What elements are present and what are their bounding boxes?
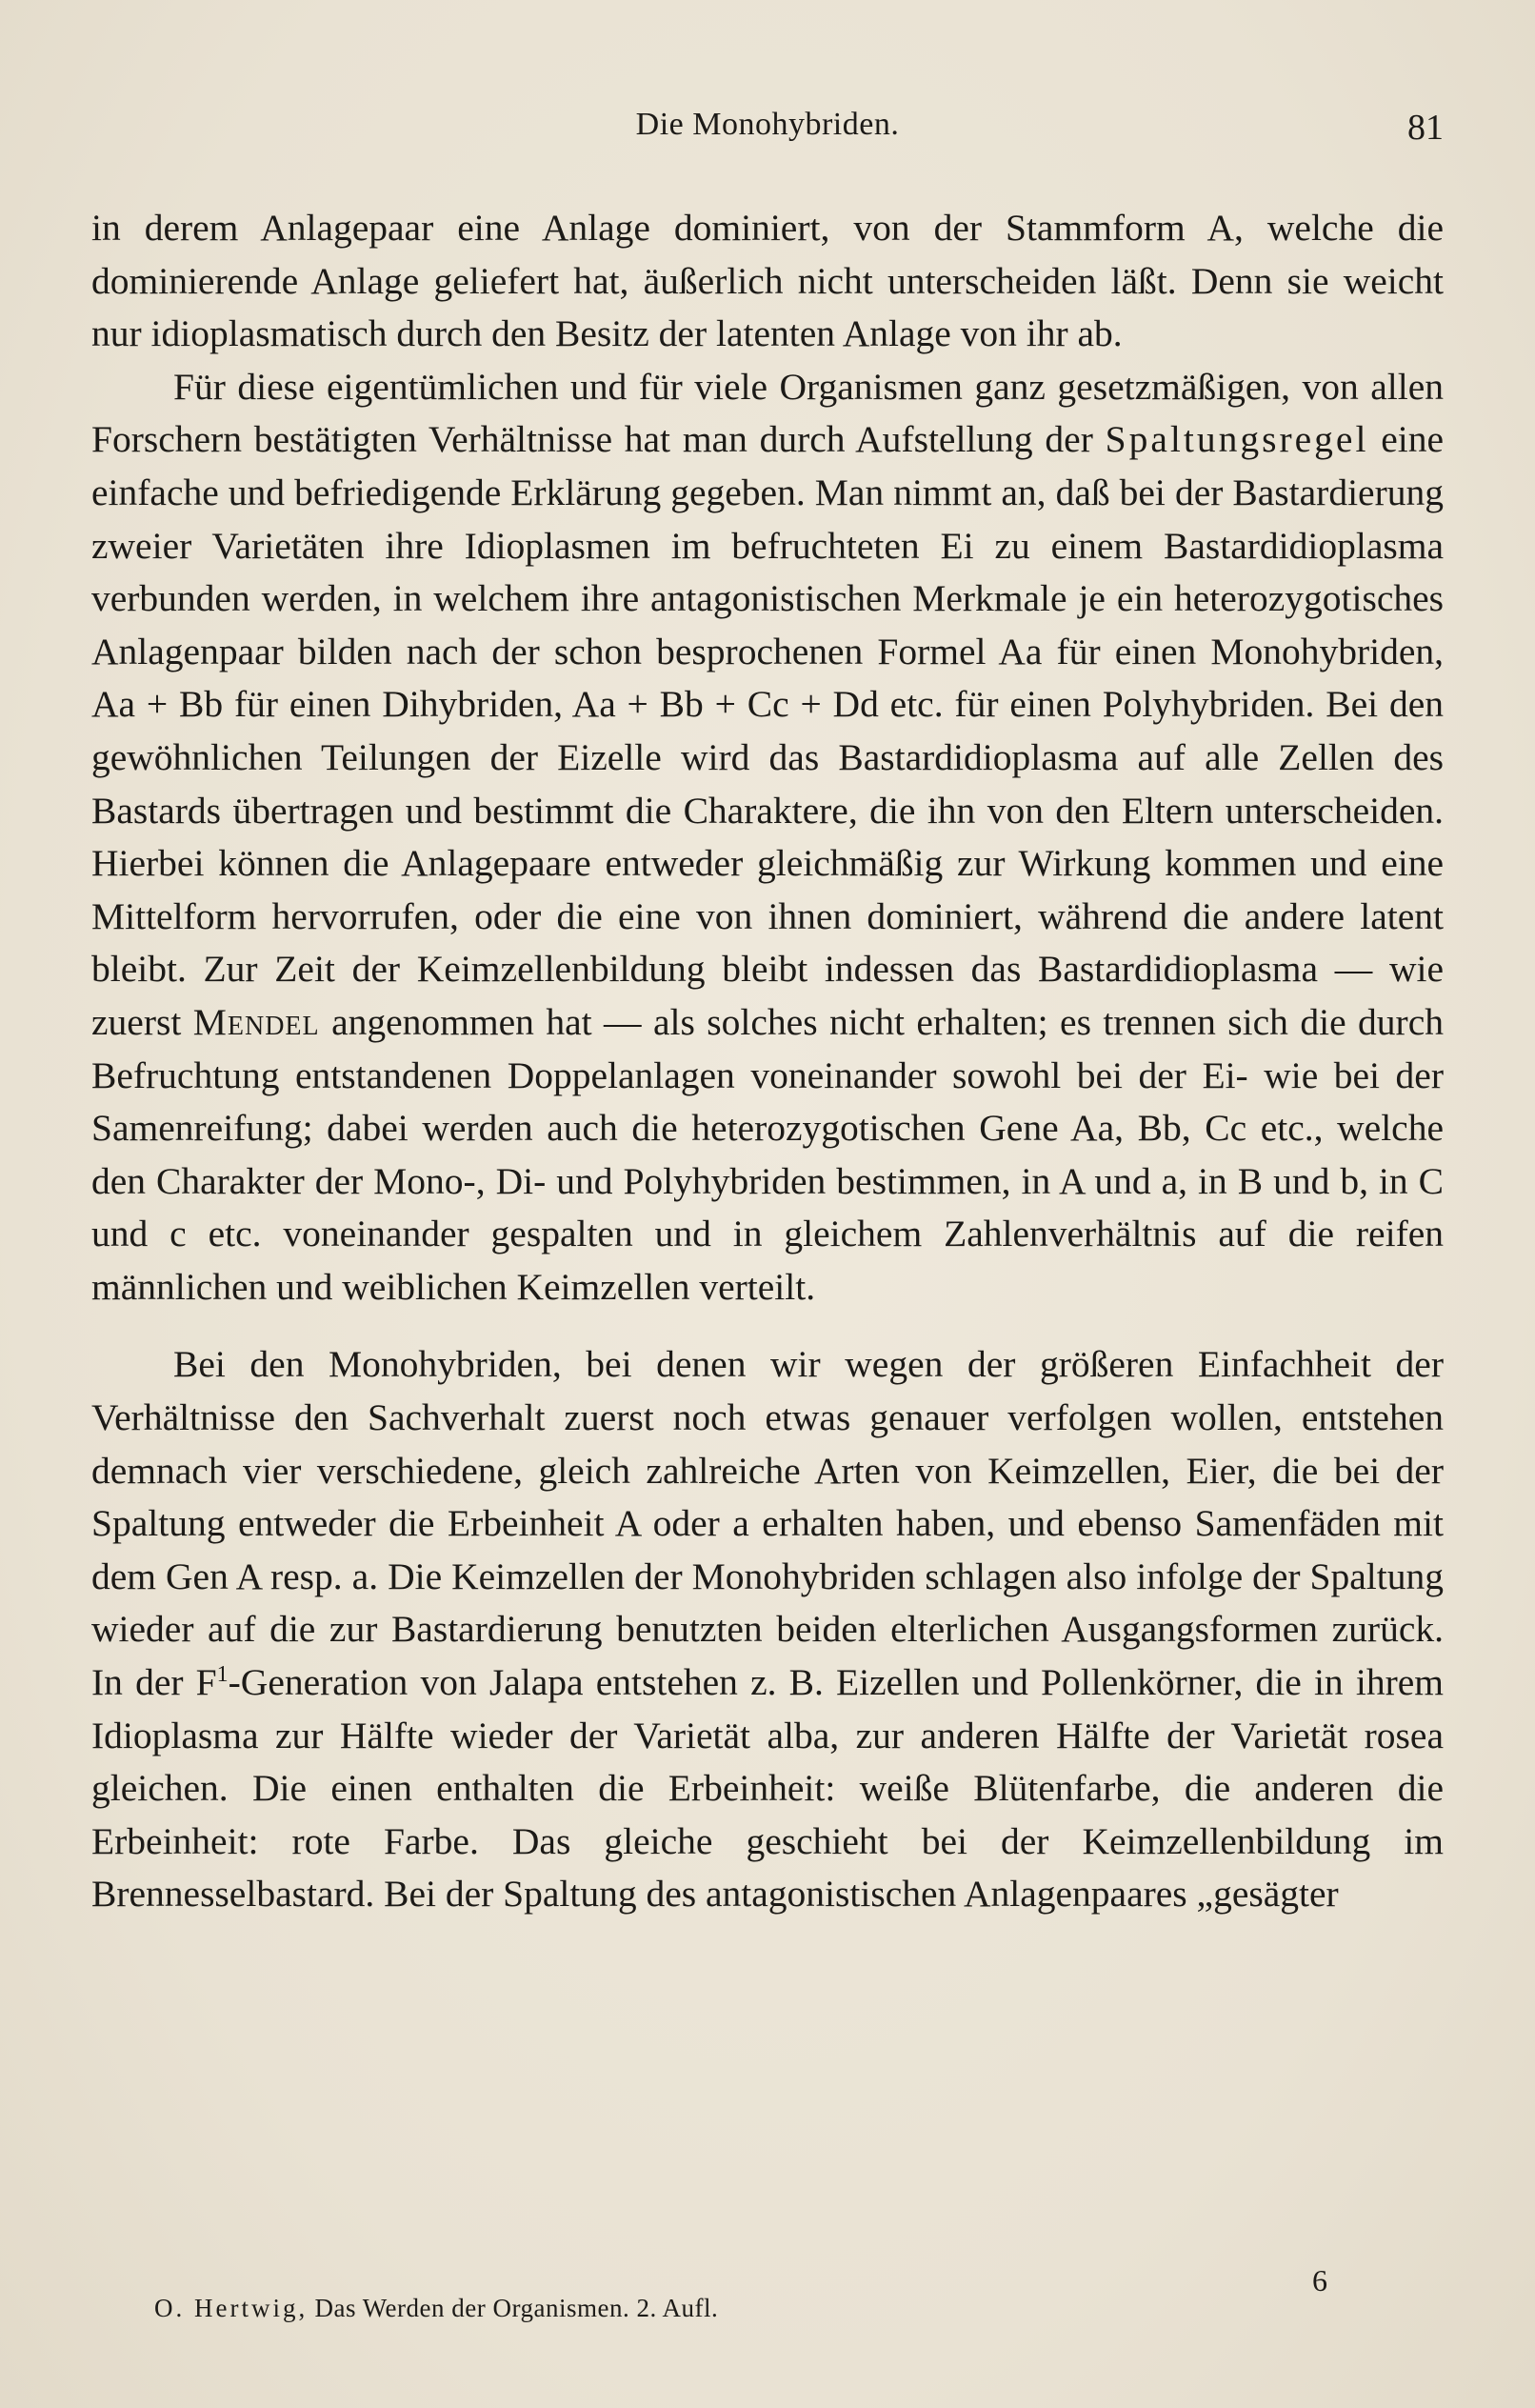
paragraph-2-text-mid: eine einfache und befriedigende Erklärung gegeben. Man nimmt an, daß bei der Bastardierung zweier Varietäten ihre Idioplasmen im befruchteten Ei zu einem Bastardidioplasma verbunden werden, in welchem ihre antagonistischen Merkmale je ein heterozygotisches Anlagenpaar bilden nach der schon besprochenen Formel Aa für einen Monohybriden, Aa + Bb für einen Dihybriden, Aa + Bb + Cc + Dd etc. für einen Polyhybriden. Bei den gewöhnlichen Teilungen der Eizelle wird das Bastardidioplasma auf alle Zellen des Bastards übertragen und bestimmt die Charaktere, die ihn von den Eltern unterscheiden. Hierbei können die Anlagepaare entweder gleichmäßig zur Wirkung kommen und eine Mittelform hervorrufen, oder die eine von ihnen dominiert, während die andere latent bleibt. Zur Zeit der Keimzellenbildung bleibt indessen das Bastardidioplasma — wie zuerst — [91, 418, 1444, 1043]
paragraph-1 — [91, 202, 1444, 361]
paragraph-2-text-before: Für diese eigentümlichen und für viele Organismen ganz gesetzmäßigen, von allen Forschern bestätigten Verhältnisse hat man durch Aufstellung der — [91, 365, 1444, 461]
page-number: 81 — [1407, 108, 1444, 148]
paragraph-3 — [91, 1338, 1444, 1921]
signature-mark: 6 — [1312, 2263, 1327, 2298]
footer-line — [154, 2294, 718, 2323]
paragraph-1-text: in derem Anlagepaar eine Anlage dominiert, von der Stammform A, welche die dominierende Anlage geliefert hat, äußerlich nicht unterscheiden läßt. Denn sie weicht nur idioplasmatisch durch den Besitz der latenten Anlage von ihr ab. — [91, 207, 1444, 355]
body-text — [91, 202, 1444, 1921]
paragraph-2 — [91, 361, 1444, 1314]
running-head — [91, 107, 1444, 154]
footer-work: Das Werden der Organismen. 2. Aufl. — [314, 2294, 719, 2322]
running-title: Die Monohybriden. — [635, 107, 900, 142]
generation-superscript: 1 — [216, 1661, 229, 1687]
author-name-mendel: Mendel — [192, 1000, 320, 1043]
paragraph-2-text-after: angenommen hat — als solches nicht erhalten; es trennen sich die durch Befruchtung entstandenen Doppelanlagen voneinander sowohl bei der Ei- wie bei der Samenreifung; dabei werden auch die heterozygotischen Gene Aa, Bb, Cc etc., welche den Charakter der Mono-, Di- und Polyhybriden bestimmen, in A und a, in B und b, in C und c etc. voneinander gespalten und in gleichem Zahlenverhältnis auf die reifen männlichen und weiblichen Keimzellen verteilt. — [91, 1000, 1444, 1308]
footer-author: O. Hertwig, — [154, 2294, 309, 2322]
paragraph-3-text-before: Bei den Monohybriden, bei denen wir wegen der größeren Einfachheit der Verhältnisse den Sachverhalt zuerst noch etwas genauer verfolgen wollen, entstehen demnach vier verschiedene, gleich zahlreiche Arten von Keimzellen, Eier, die bei der Spaltung entweder die Erbeinheit A oder a erhalten haben, und ebenso Samenfäden mit dem Gen A resp. a. Die Keimzellen der Monohybriden schlagen also infolge der Spaltung wieder auf die zur Bastardierung benutzten beiden elterlichen Ausgangsformen zurück. In der F — [91, 1343, 1444, 1704]
spaced-term: Spaltungsregel — [1105, 418, 1369, 461]
paragraph-3-text-after: -Generation von Jalapa entstehen z. B. Eizellen und Pollenkörner, die in ihrem Idioplasma zur Hälfte wieder der Varietät alba, zur anderen Hälfte der Varietät rosea gleichen. Die einen enthalten die Erbeinheit: weiße Blütenfarbe, die anderen die Erbeinheit: rote Farbe. Das gleiche geschieht bei der Keimzellenbildung im Brennesselbastard. Bei der Spaltung des antagonistischen Anlagenpaares „gesägter — [91, 1661, 1444, 1916]
